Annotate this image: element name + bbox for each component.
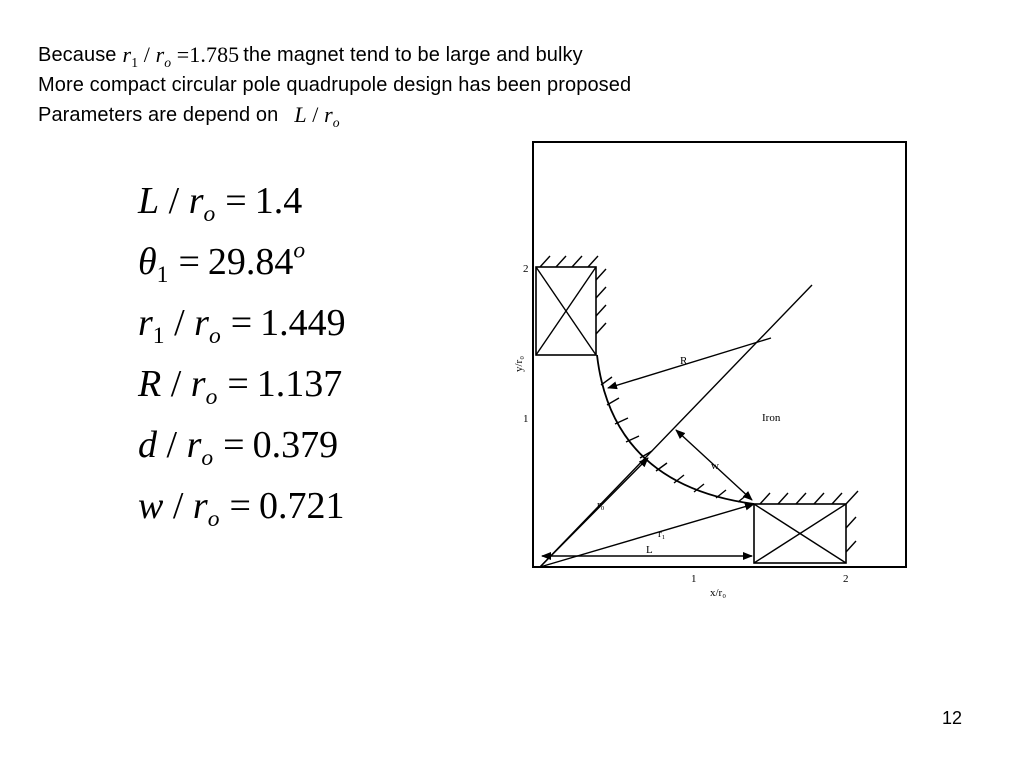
eq-lhs: d [138, 424, 157, 466]
formula-subscript: o [164, 54, 172, 70]
eq-subscript: o [201, 445, 214, 472]
formula-subscript: o [332, 114, 340, 130]
symmetry-line [540, 285, 812, 567]
label-l: L [646, 544, 653, 556]
bullet-line-1 [38, 40, 938, 70]
bullet-line-3 [38, 100, 938, 130]
quadrupole-pole-diagram [505, 138, 915, 608]
parameter-equations [138, 177, 438, 543]
eq-subscript: o [205, 384, 218, 411]
page-number: 12 [941, 708, 962, 728]
eq-value: 29.84 [207, 241, 294, 283]
eq-denominator: r [194, 302, 209, 344]
formula-symbol-r: r [122, 42, 132, 67]
equation-r1-over-ro: $r_1 / r_o = 1.449$ [138, 302, 346, 350]
eq-subscript: 1 [152, 323, 165, 350]
eq-value: 0.721 [258, 485, 345, 527]
x-tick-2: 2 [843, 573, 849, 585]
eq-value: 1.4 [254, 180, 303, 222]
label-r0: r₀ [597, 499, 605, 511]
eq-denominator: r [192, 485, 208, 527]
label-r: R [680, 355, 688, 367]
equation-r-over-ro: $R / r_o = 1.137$ [138, 363, 343, 411]
bullet-2-text: More compact circular pole quadrupole design has been proposed [38, 74, 632, 96]
bullet-3-prefix: Parameters are depend on [38, 104, 279, 126]
formula-value: 1.785 [189, 42, 240, 67]
bottom-coil-hatch [760, 491, 858, 552]
eq-lhs: θ [138, 241, 157, 283]
eq-value: 1.137 [256, 363, 343, 405]
eq-lhs: R [138, 363, 162, 405]
formula-symbol-r: r [324, 102, 333, 127]
eq-value: 1.449 [260, 302, 346, 344]
eq-subscript: 1 [156, 262, 169, 289]
equation-l-over-ro: $L / r_o = 1.4$ [138, 180, 303, 228]
eq-lhs: w [138, 485, 164, 527]
label-iron: Iron [762, 412, 781, 424]
x-tick-1: 1 [691, 573, 697, 585]
ratio-r1-over-ro-formula: $r_1 / r_o =1.785$ [122, 42, 240, 70]
r-radius-arrow [608, 338, 771, 388]
bullet-text-block [38, 40, 938, 130]
equation-w-over-ro: $w / r_o = 0.721$ [138, 485, 345, 533]
eq-denominator: r [188, 180, 204, 222]
eq-denominator: r [190, 363, 206, 405]
y-axis-label: y/r₀ [513, 355, 525, 372]
eq-denominator: r [186, 424, 202, 466]
label-r1: r₁ [658, 528, 666, 540]
bullet-1-prefix: Because [38, 44, 117, 66]
eq-lhs: r [138, 302, 153, 344]
eq-superscript: o [293, 237, 306, 264]
eq-subscript: o [207, 506, 220, 533]
x-axis-label: x/r₀ [710, 587, 727, 599]
label-w: w [711, 460, 719, 472]
formula-subscript: 1 [131, 54, 139, 70]
eq-subscript: o [208, 323, 221, 350]
ratio-l-over-ro-formula: L / $r_o$ [294, 102, 340, 130]
bullet-line-2 [38, 70, 938, 100]
formula-symbol-l: L [294, 102, 307, 127]
eq-subscript: o [203, 201, 216, 228]
quadrupole-diagram-svg [505, 138, 915, 608]
bullet-1-suffix: the magnet tend to be large and bulky [243, 44, 583, 66]
equation-d-over-ro: $d / r_o = 0.379$ [138, 424, 339, 472]
y-tick-2: 2 [523, 263, 529, 275]
eq-lhs: L [138, 180, 160, 222]
formula-symbol-r: r [155, 42, 165, 67]
eq-value: 0.379 [252, 424, 339, 466]
y-tick-1: 1 [523, 413, 529, 425]
equation-theta1: $\theta_1 = 29.84^o$ [138, 237, 306, 289]
